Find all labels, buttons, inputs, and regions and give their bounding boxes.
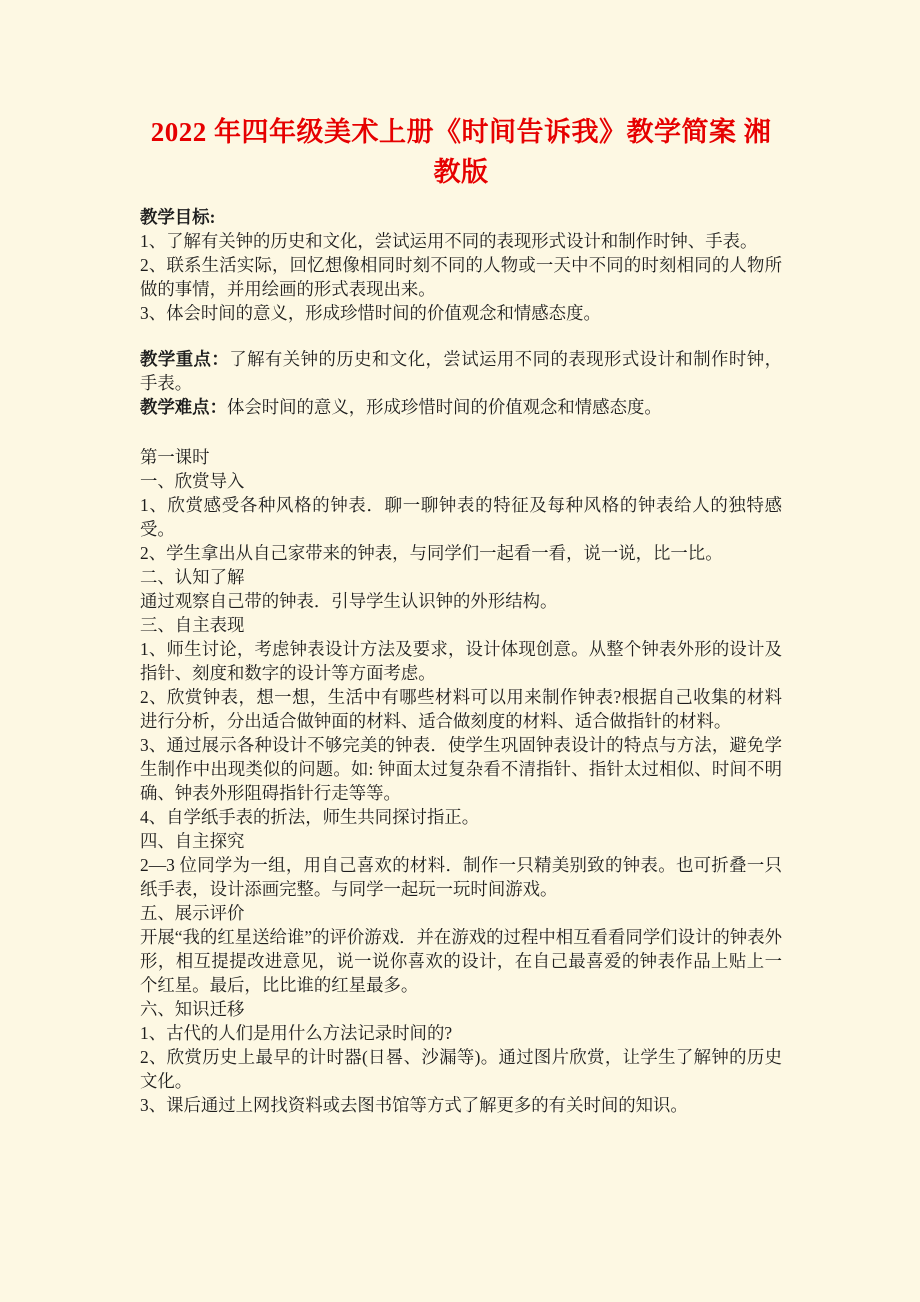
teaching-focus-label: 教学重点： [140, 349, 230, 369]
lesson-paragraph: 1、古代的人们是用什么方法记录时间的? [140, 1023, 453, 1043]
lesson-paragraph: 1、师生讨论，考虑钟表设计方法及要求，设计体现创意。从整个钟表外形的设计及指针、刻度和数字的设计等方面考虑。 [140, 639, 782, 683]
lesson-paragraph: 二、认知了解 [140, 567, 245, 587]
lesson-paragraph: 2、欣赏钟表，想一想，生活中有哪些材料可以用来制作钟表?根据自己收集的材料进行分析，分出适合做钟面的材料、适合做刻度的材料、适合做指针的材料。 [140, 687, 782, 731]
lesson-paragraph: 3、通过展示各种设计不够完美的钟表．使学生巩固钟表设计的特点与方法，避免学生制作中出现类似的问题。如: 钟面太过复杂看不清指针、指针太过相似、时间不明确、钟表外形阻碍指针行走等等。 [140, 735, 782, 803]
lesson-paragraph: 2、欣赏历史上最早的计时器(日晷、沙漏等)。通过图片欣赏，让学生了解钟的历史文化。 [140, 1047, 782, 1091]
lesson-paragraph: 2、学生拿出从自己家带来的钟表，与同学们一起看一看，说一说，比一比。 [140, 543, 723, 563]
objective-item-2: 2、联系生活实际，回忆想像相同时刻不同的人物或一天中不同的时刻相同的人物所做的事情，并用绘画的形式表现出来。 [140, 255, 782, 299]
lesson-paragraph: 五、展示评价 [140, 903, 245, 923]
lesson-paragraph: 4、自学纸手表的折法，师生共同探讨指正。 [140, 807, 480, 827]
objectives-heading: 教学目标: [140, 207, 216, 227]
lesson-paragraph: 一、欣赏导入 [140, 471, 245, 491]
session-title: 第一课时 [140, 447, 210, 467]
lesson-paragraph: 四、自主探究 [140, 831, 245, 851]
teaching-difficulty-label: 教学难点： [140, 397, 227, 417]
document-title: 2022 年四年级美术上册《时间告诉我》教学简案 湘教版 [150, 117, 772, 187]
document-body [140, 205, 782, 1117]
lesson-paragraph: 三、自主表现 [140, 615, 245, 635]
teaching-focus-text: 了解有关钟的历史和文化，尝试运用不同的表现形式设计和制作时钟，手表。 [140, 349, 782, 393]
lesson-paragraph: 通过观察自己带的钟表．引导学生认识钟的外形结构。 [140, 591, 558, 611]
lesson-paragraph: 3、课后通过上网找资料或去图书馆等方式了解更多的有关时间的知识。 [140, 1095, 688, 1115]
lesson-paragraph: 六、知识迁移 [140, 999, 245, 1019]
lesson-paragraph: 1、欣赏感受各种风格的钟表．聊一聊钟表的特征及每种风格的钟表给人的独特感受。 [140, 495, 782, 539]
lesson-paragraph: 2—3 位同学为一组，用自己喜欢的材料．制作一只精美别致的钟表。也可折叠一只纸手表，设计添画完整。与同学一起玩一玩时间游戏。 [140, 855, 782, 899]
teaching-difficulty-text: 体会时间的意义，形成珍惜时间的价值观念和情感态度。 [226, 397, 662, 417]
teaching-focus [140, 347, 782, 395]
objective-item-1: 1、了解有关钟的历史和文化，尝试运用不同的表现形式设计和制作时钟、手表。 [140, 231, 758, 251]
teaching-difficulty [140, 395, 782, 419]
lesson-paragraph: 开展“我的红星送给谁”的评价游戏．并在游戏的过程中相互看看同学们设计的钟表外形，相互提提改进意见，说一说你喜欢的设计，在自己最喜爱的钟表作品上贴上一个红星。最后，比比谁的红星最多。 [140, 927, 782, 995]
objective-item-3: 3、体会时间的意义，形成珍惜时间的价值观念和情感态度。 [140, 303, 601, 323]
